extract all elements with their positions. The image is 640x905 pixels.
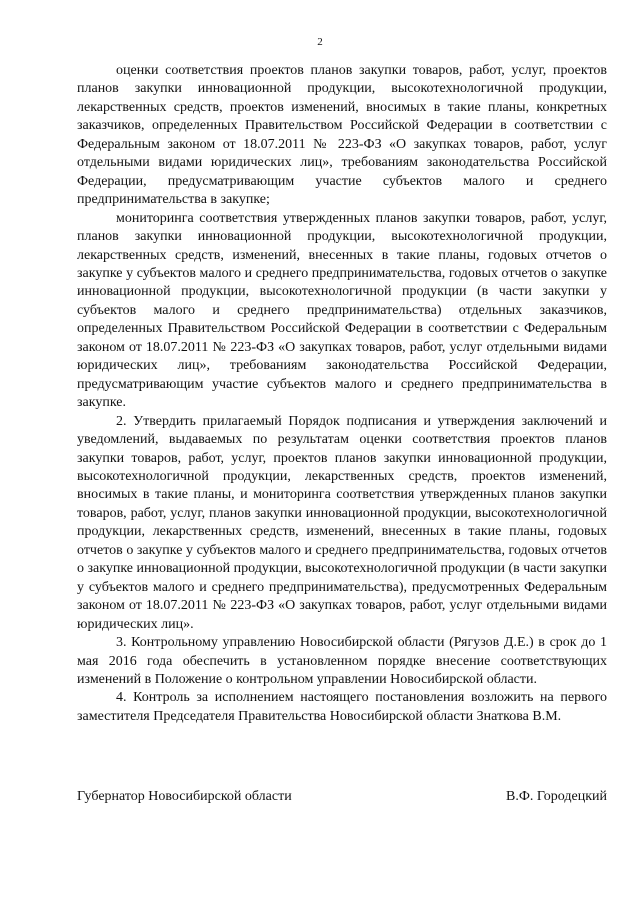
paragraph-item-3: 3. Контрольному управлению Новосибирской области (Рягузов Д.Е.) в срок до 1 мая 2016 года обеспечить в установленном порядке внесение соответствующих изменений в Положение о контрольном управлении Новосибирской области. xyxy=(77,635,607,687)
signature-block xyxy=(77,788,607,806)
paragraph-item-2: 2. Утвердить прилагаемый Порядок подписания и утверждения заключений и уведомлений, выдаваемых по результатам оценки соответствия проектов планов закупки товаров, работ, услуг, проектов планов закупки инновационной продукции, высокотехнологичной продукции, лекарственных средств, проектов изменений, вносимых в такие планы, и мониторинга соответствия утвержденных планов закупки товаров, работ, услуг, планов закупки инновационной продукции, высокотехнологичной продукции, лекарственных средств, изменений, внесенных в такие планы, годовых отчетов о закупке у субъектов малого и среднего предпринимательства, годовых отчетов о закупке инновационной продукции, высокотехнологичной продукции (в части закупки у субъектов малого и среднего предпринимательства), предусмотренных Федеральным законом от 18.07.2011 № 223-ФЗ «О закупках товаров, работ, услуг отдельными видами юридических лиц». xyxy=(77,413,607,632)
signatory-name: В.Ф. Городецкий xyxy=(506,789,607,804)
paragraph-assessment-clause: оценки соответствия проектов планов закупки товаров, работ, услуг, проектов планов закупки инновационной продукции, высокотехнологичной продукции, лекарственных средств, проектов изменений, вносимых в такие планы, конкретных заказчиков, определенных Правительством Российской Федерации в соответствии с Федеральным законом от 18.07.2011 № 223-ФЗ «О закупках товаров, работ, услуг отдельными видами юридических лиц», требованиям законодательства Российской Федерации, предусматривающим участие субъектов малого и среднего предпринимательства в закупке; xyxy=(77,63,607,208)
signatory-position: Губернатор Новосибирской области xyxy=(77,789,292,804)
page-number: 2 xyxy=(317,36,323,48)
paragraph-monitoring-clause: мониторинга соответствия утвержденных планов закупки товаров, работ, услуг, планов закупки инновационной продукции, высокотехнологичной продукции, лекарственных средств, изменений, внесенных в такие планы, годовых отчетов о закупке у субъектов малого и среднего предпринимательства, годовых отчетов о закупке инновационной продукции, высокотехнологичной продукции (в части закупки у субъектов малого и среднего предпринимательства) отдельных заказчиков, определенных Правительством Российской Федерации в соответствии с Федеральным законом от 18.07.2011 № 223-ФЗ «О закупках товаров, работ, услуг отдельными видами юридических лиц», требованиям законодательства Российской Федерации, предусматривающим участие субъектов малого и среднего предпринимательства в закупке. xyxy=(77,210,607,411)
paragraph-item-4: 4. Контроль за исполнением настоящего постановления возложить на первого заместителя Председателя Правительства Новосибирской области Знаткова В.М. xyxy=(77,690,607,724)
document-body xyxy=(77,62,607,726)
